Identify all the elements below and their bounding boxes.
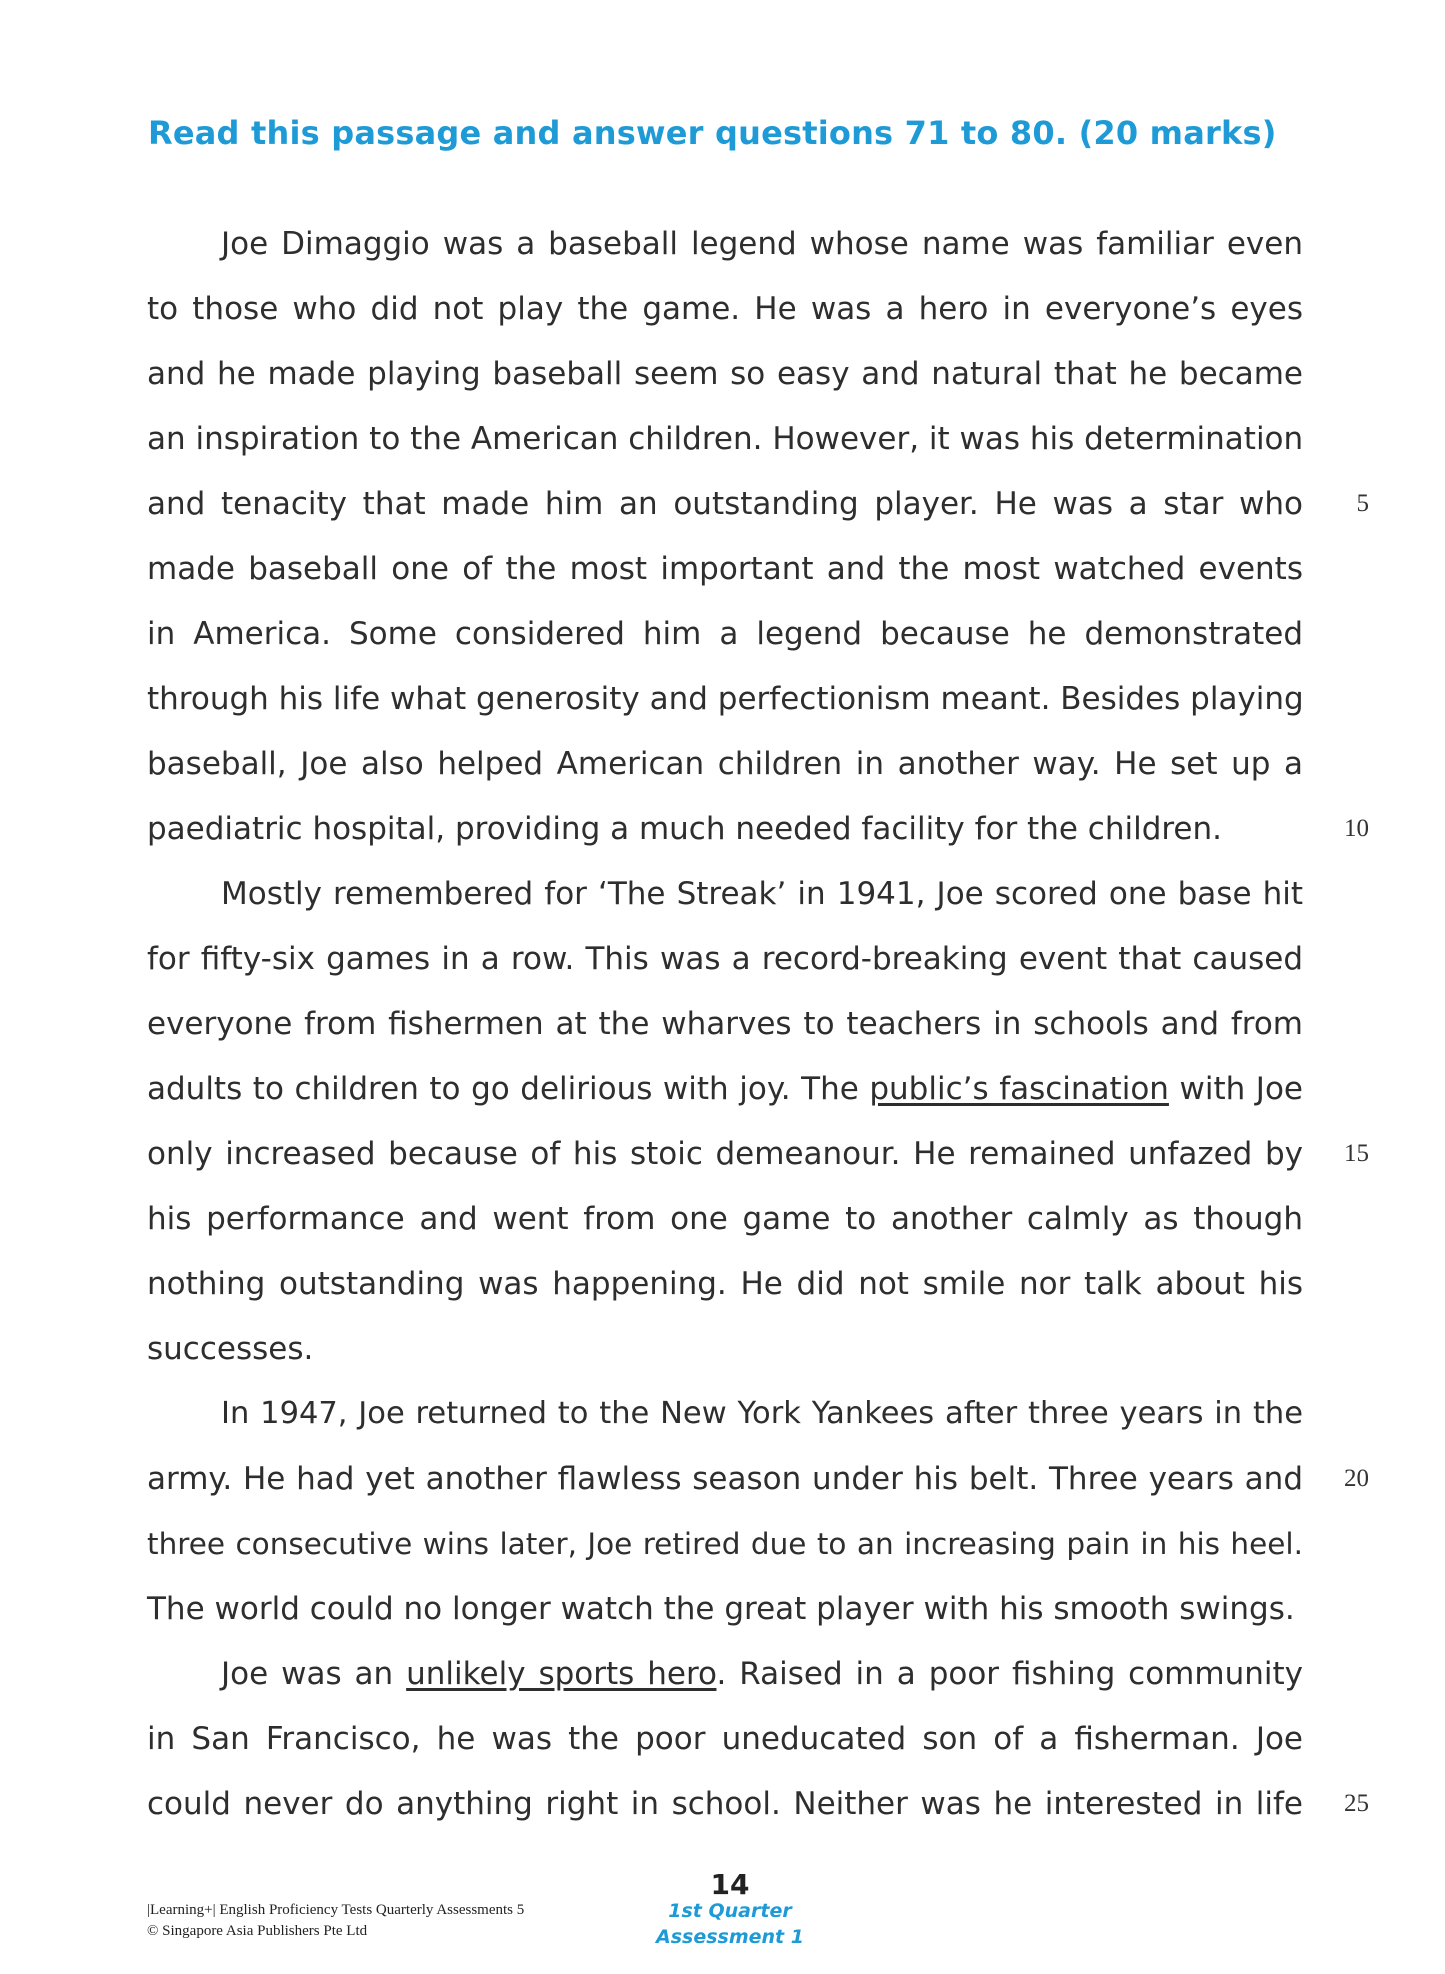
passage-line-2: to those who did not play the game. He was a hero in everyone’s eyes <box>147 291 1303 327</box>
passage-line-1: Joe Dimaggio was a baseball legend whose name was familiar even <box>221 226 1303 262</box>
passage-line-14-end: with Joe <box>1168 1071 1303 1107</box>
passage-line-23-end: . Raised in a poor fishing community <box>716 1656 1303 1692</box>
line-number-5: 5 <box>1356 490 1369 517</box>
line-number-25: 25 <box>1344 1790 1369 1817</box>
passage-line-19: In 1947, Joe returned to the New York Yankees after three years in the <box>221 1396 1303 1431</box>
footer-copyright: © Singapore Asia Publishers Pte Ltd <box>147 1923 368 1939</box>
passage-line-21: three consecutive wins later, Joe retired due to an increasing pain in his heel. <box>147 1527 1303 1561</box>
passage-line-24: in San Francisco, he was the poor uneducated son of a fisherman. Joe <box>147 1721 1303 1757</box>
passage-line-20: army. He had yet another flawless season under his belt. Three years and <box>147 1461 1303 1497</box>
passage-line-4: an inspiration to the American children. However, it was his determination <box>147 421 1304 457</box>
footer-series-title: |Learning+| English Proficiency Tests Quarterly Assessments 5 <box>147 1902 525 1918</box>
line-number-10: 10 <box>1344 815 1369 842</box>
passage-line-10: paediatric hospital, providing a much needed facility for the children. <box>147 811 1223 847</box>
passage-line-7: in America. Some considered him a legend because he demonstrated <box>147 616 1303 652</box>
line-number-15: 15 <box>1344 1140 1369 1167</box>
page-number: 14 <box>710 1868 750 1901</box>
passage-line-18: successes. <box>147 1331 314 1367</box>
footer-quarter: 1st Quarter <box>668 1900 792 1922</box>
footer-assessment: Assessment 1 <box>656 1926 804 1948</box>
passage-line-6: made baseball one of the most important and the most watched events <box>147 551 1303 587</box>
passage-heading: Read this passage and answer questions 71 to 80. (20 marks) <box>148 114 1277 152</box>
footer-publisher <box>147 1900 524 1942</box>
underlined-phrase-publics-fascination: public’s fascination <box>869 1071 1169 1107</box>
passage-line-12: for fifty-six games in a row. This was a record-breaking event that caused <box>147 941 1303 977</box>
passage-line-22: The world could no longer watch the great player with his smooth swings. <box>147 1591 1295 1627</box>
passage-line-11: Mostly remembered for ‘The Streak’ in 1941, Joe scored one base hit <box>221 876 1303 912</box>
passage-line-14-start: adults to children to go delirious with joy. The <box>147 1071 870 1107</box>
passage-line-17: nothing outstanding was happening. He did not smile nor talk about his <box>147 1266 1303 1302</box>
passage-line-8: through his life what generosity and perfectionism meant. Besides playing <box>147 681 1304 717</box>
passage-line-13: everyone from fishermen at the wharves to teachers in schools and from <box>147 1006 1303 1042</box>
passage-line-9: baseball, Joe also helped American children in another way. He set up a <box>147 746 1303 782</box>
passage-line-3: and he made playing baseball seem so easy and natural that he became <box>147 356 1303 392</box>
line-number-20: 20 <box>1344 1465 1369 1492</box>
passage-line-15: only increased because of his stoic demeanour. He remained unfazed by <box>147 1136 1303 1172</box>
passage-line-5: and tenacity that made him an outstanding player. He was a star who <box>147 486 1303 522</box>
passage-line-25: could never do anything right in school. Neither was he interested in life <box>147 1786 1303 1822</box>
passage-line-14 <box>147 1069 1303 1109</box>
footer-assessment-label <box>640 1898 820 1950</box>
passage-line-23-start: Joe was an <box>221 1656 407 1692</box>
passage-line-16: his performance and went from one game to another calmly as though <box>147 1201 1303 1237</box>
underlined-phrase-unlikely-sports-hero: unlikely sports hero <box>406 1656 717 1692</box>
passage-line-23 <box>221 1654 1303 1694</box>
